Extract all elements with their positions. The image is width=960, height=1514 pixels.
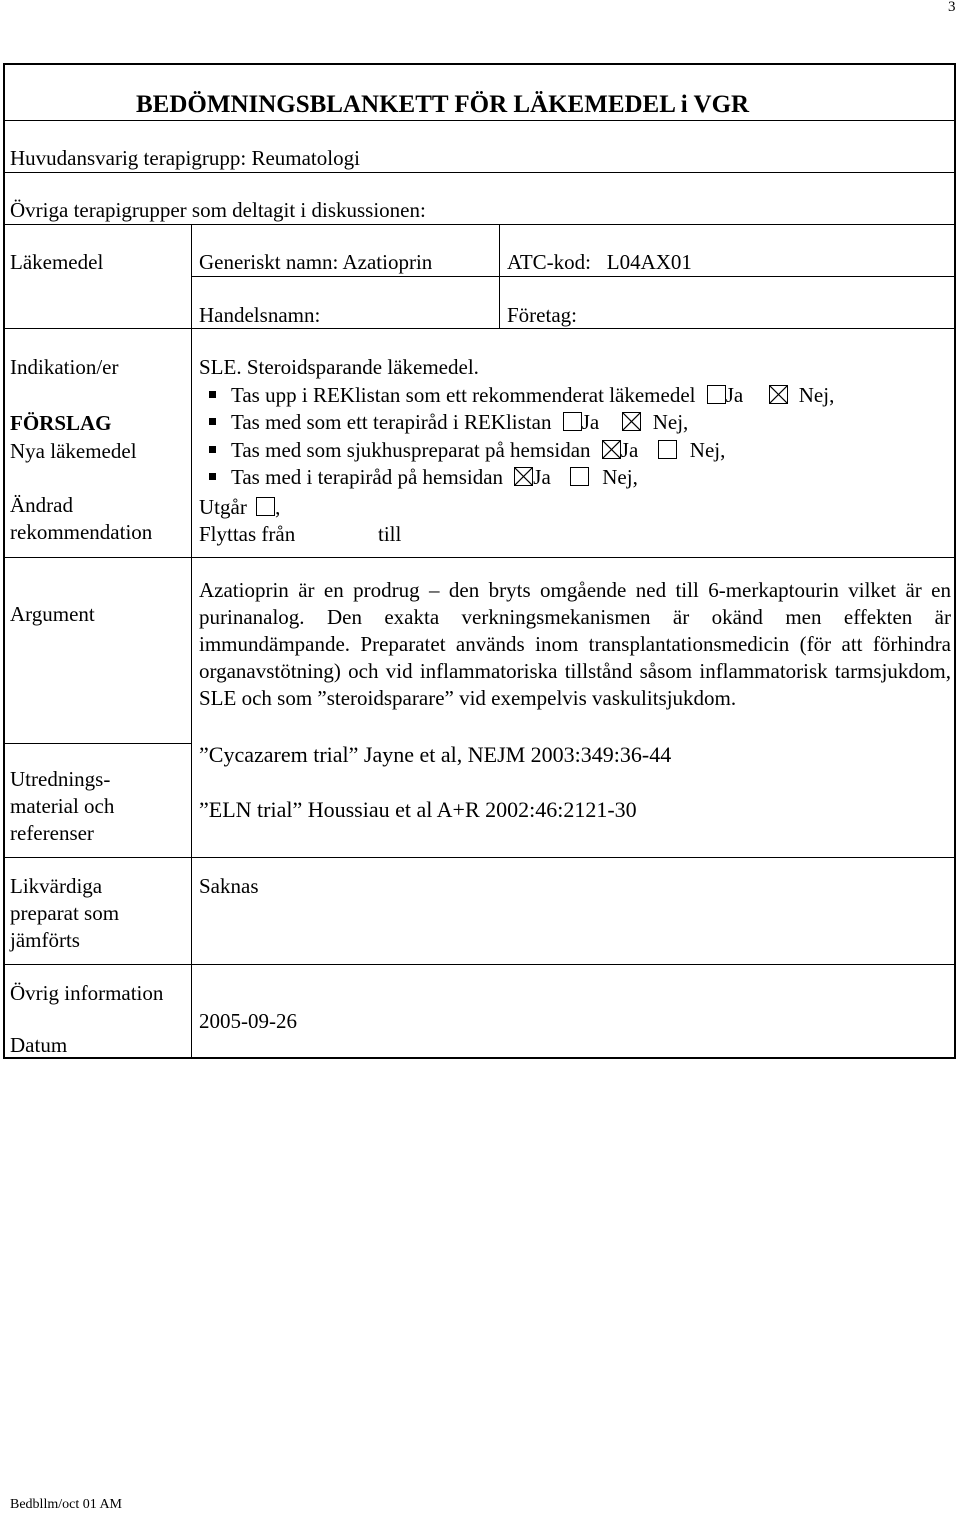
utredning-label-line2: material och: [10, 794, 115, 818]
ja-label: Ja: [620, 438, 639, 462]
foretag: Företag:: [507, 303, 577, 327]
nya-lakemedel-label: Nya läkemedel: [10, 439, 137, 463]
handelsnamn: Handelsnamn:: [199, 303, 321, 327]
utgar-row: [199, 497, 280, 518]
huvudansvarig-terapigrupp: Huvudansvarig terapigrupp: Reumatologi: [10, 146, 360, 170]
bullet-icon: [209, 446, 216, 453]
andrad-label-line1: Ändrad: [10, 493, 73, 517]
argument-text: Azatioprin är en prodrug – den bryts omgående ned till 6-merkaptourin vilket är en purinanalog. Den exakta verkningsmekanismen är okänd men effekten är immundämpande. Preparatet används inom transplantationsmedicin (för att förhindra organavstötning) och vid inflammatoriska tillstånd såsom inflammatorisk tarmsjukdom, SLE och som ”steroidsparare” vid exempelvis vaskulitsjukdom.: [199, 578, 951, 710]
flyttas-fran-label: Flyttas från: [199, 522, 296, 546]
nej-checkbox[interactable]: [570, 467, 589, 486]
reference-item: ”Cycazarem trial” Jayne et al, NEJM 2003:349:36-44: [199, 742, 672, 767]
argument-label: Argument: [10, 602, 95, 626]
ja-checkbox-checked[interactable]: [514, 467, 533, 486]
reference-item: ”ELN trial” Houssiau et al A+R 2002:46:2121-30: [199, 797, 637, 822]
andrad-label-line2: rekommendation: [10, 520, 153, 544]
till-label: till: [378, 522, 402, 546]
ja-label: Ja: [581, 410, 600, 434]
atc-kod: ATC-kod: L04AX01: [507, 250, 692, 274]
page-title: BEDÖMNINGSBLANKETT FÖR LÄKEMEDEL i VGR: [136, 91, 750, 118]
bullet-icon: [209, 473, 216, 480]
forslag-item: [209, 467, 638, 488]
ja-checkbox-checked[interactable]: [602, 440, 621, 459]
utredning-label-line3: referenser: [10, 821, 94, 845]
ovrig-information-label: Övrig information: [10, 981, 164, 1005]
nej-label: Nej,: [602, 465, 638, 489]
bullet-icon: [209, 418, 216, 425]
likvardiga-label-line3: jämförts: [10, 928, 80, 952]
footer-code: Bedbllm/oct 01 AM: [10, 1497, 122, 1512]
ja-label: Ja: [533, 465, 551, 489]
forslag-item-text: Tas med som sjukhuspreparat på hemsidan: [231, 438, 591, 462]
ja-checkbox[interactable]: [707, 385, 726, 404]
generiskt-namn: Generiskt namn: Azatioprin: [199, 250, 433, 274]
forslag-item: [209, 385, 834, 406]
forslag-item: [209, 412, 688, 433]
forslag-item: [209, 440, 725, 461]
utgar-checkbox[interactable]: [256, 497, 275, 516]
utgar-suffix: ,: [275, 495, 281, 519]
forslag-label: FÖRSLAG: [10, 411, 112, 435]
nej-label: Nej,: [798, 383, 835, 407]
bullet-icon: [209, 391, 216, 398]
page-number: 3: [948, 0, 956, 15]
ja-label: Ja: [725, 383, 744, 407]
forslag-item-text: Tas upp i REKlistan som ett rekommenderat läkemedel: [231, 383, 696, 407]
lakemedel-label: Läkemedel: [10, 250, 104, 274]
nej-checkbox-checked[interactable]: [622, 412, 641, 431]
datum-value: 2005-09-26: [199, 1009, 297, 1033]
forslag-item-text: Tas med som ett terapiråd i REKlistan: [231, 410, 552, 434]
likvardiga-label-line2: preparat som: [10, 901, 120, 925]
indikation-text: SLE. Steroidsparande läkemedel.: [199, 355, 479, 379]
utgar-label: Utgår: [199, 495, 247, 519]
likvardiga-label-line1: Likvärdiga: [10, 874, 103, 898]
nej-label: Nej,: [652, 410, 689, 434]
likvardiga-text: Saknas: [199, 874, 259, 898]
datum-label: Datum: [10, 1033, 68, 1057]
nej-checkbox[interactable]: [658, 440, 677, 459]
nej-label: Nej,: [689, 438, 726, 462]
ovriga-terapigrupper: Övriga terapigrupper som deltagit i diskussionen:: [10, 198, 426, 222]
utredning-label-line1: Utrednings-: [10, 767, 111, 791]
nej-checkbox-checked[interactable]: [769, 385, 788, 404]
ja-checkbox[interactable]: [563, 412, 582, 431]
forslag-item-text: Tas med i terapiråd på hemsidan: [231, 465, 504, 489]
indikation-label: Indikation/er: [10, 355, 119, 379]
